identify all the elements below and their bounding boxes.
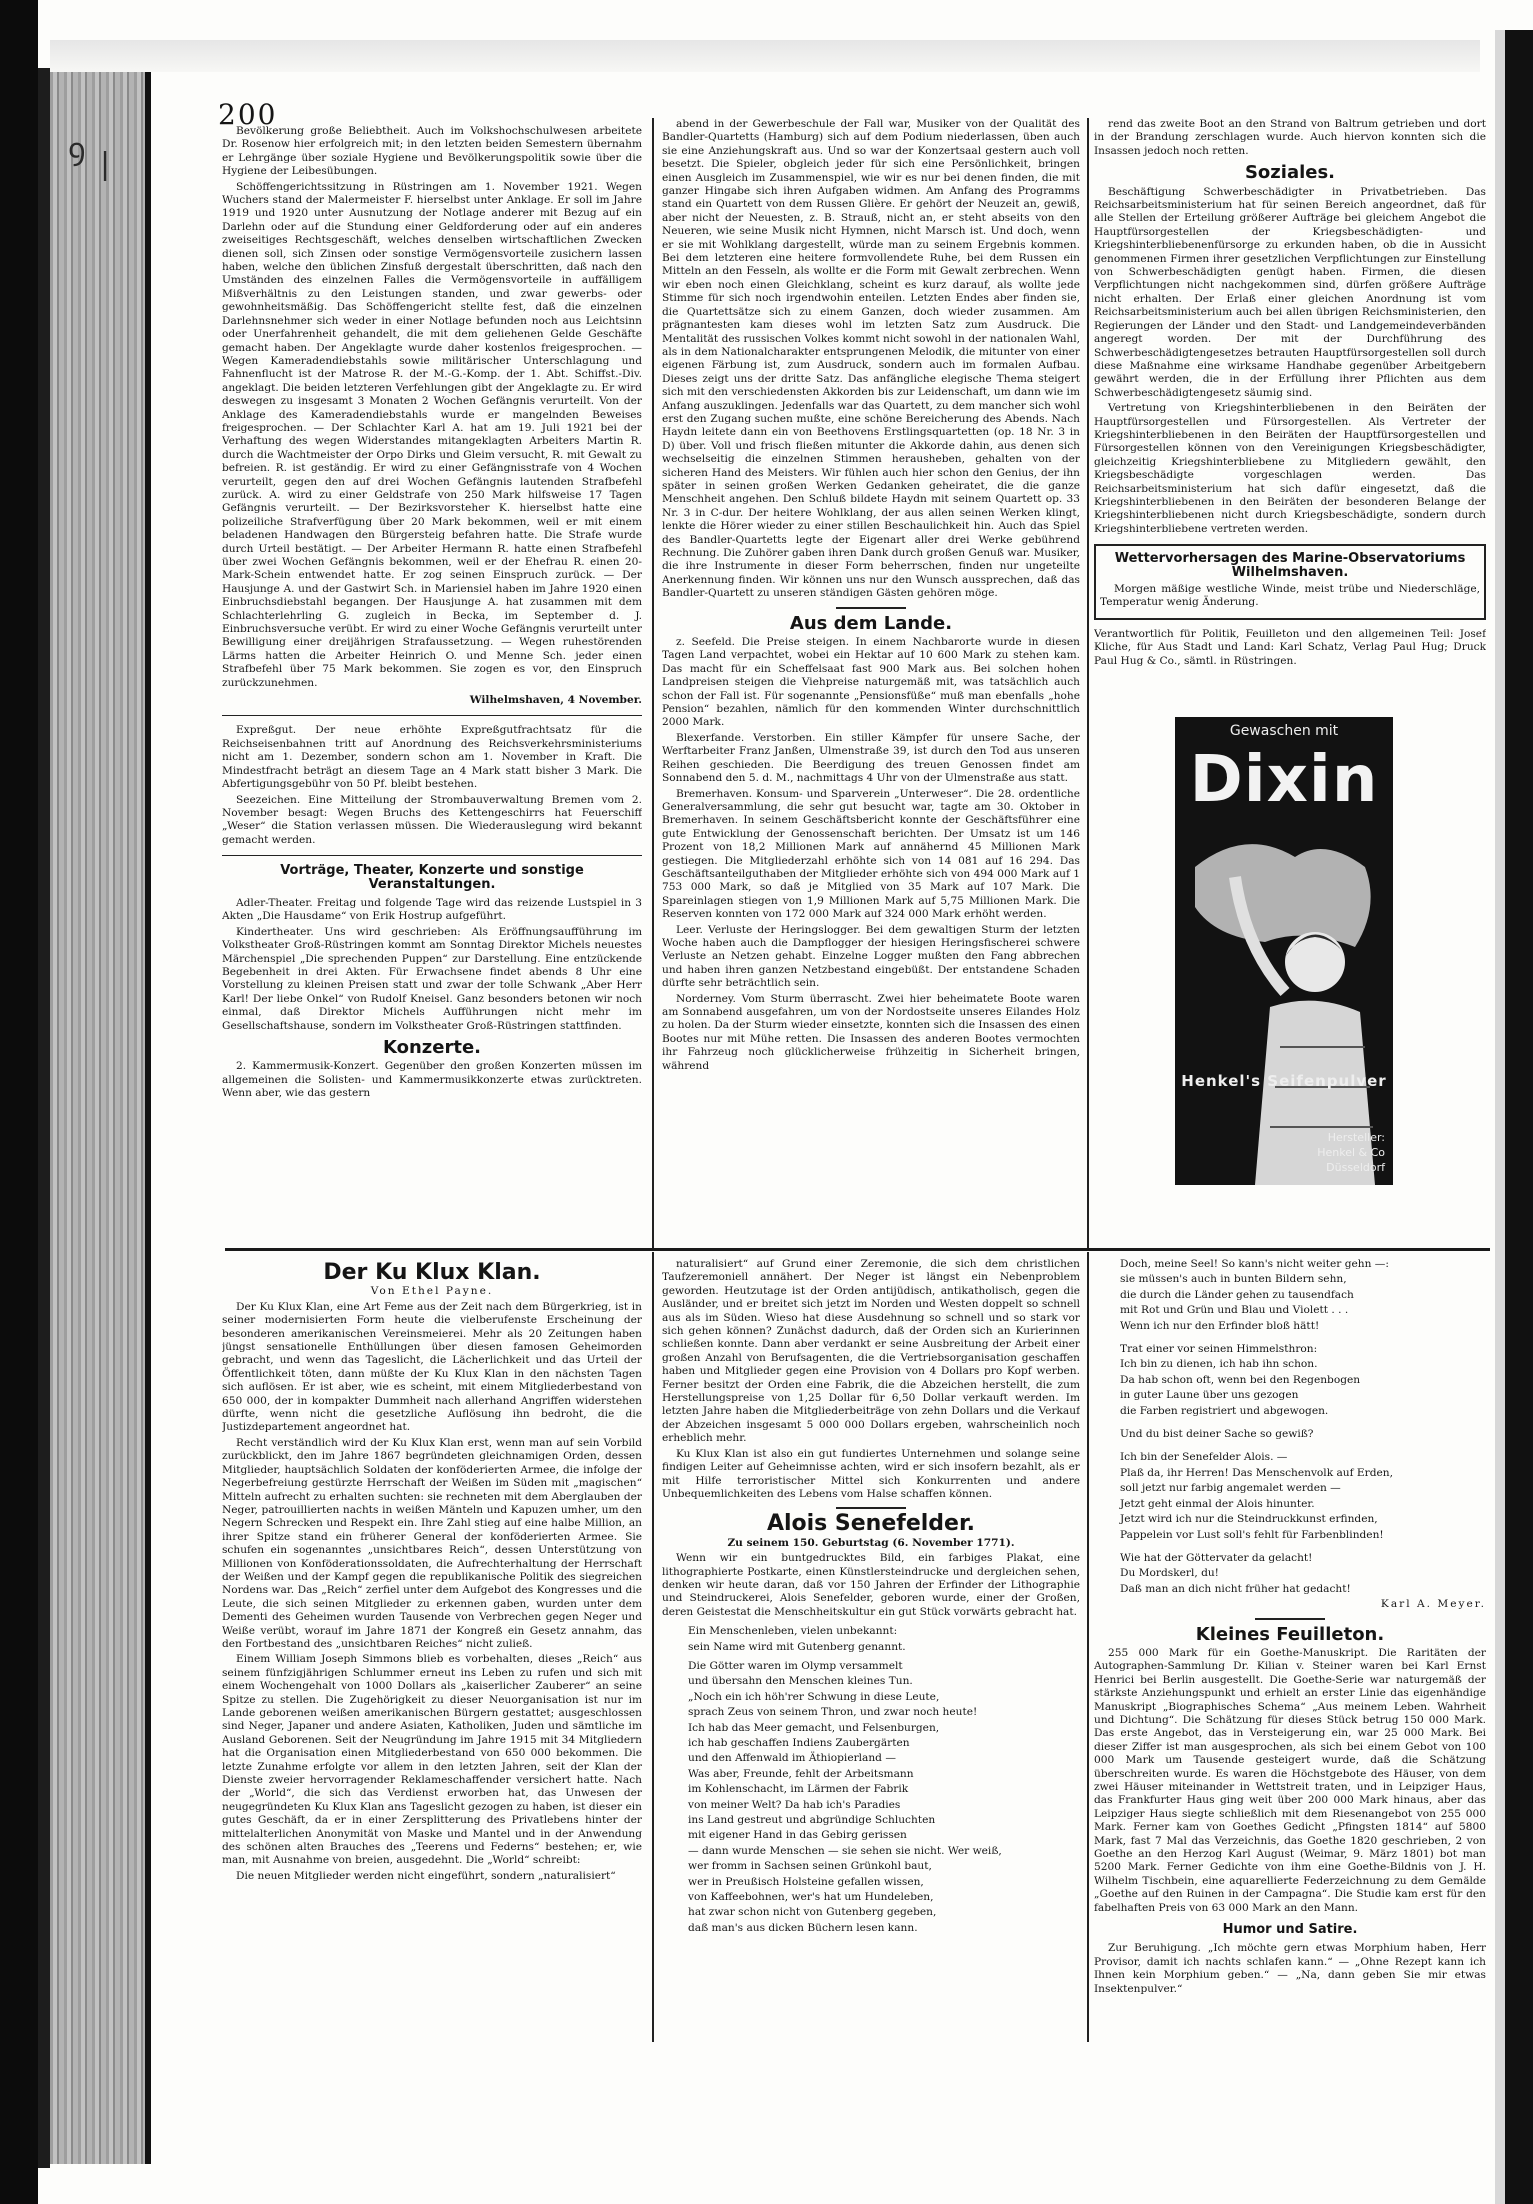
page-number: 200 xyxy=(218,98,278,131)
column-social xyxy=(1094,118,1486,708)
article-subtitle: Zu seinem 150. Geburtstag (6. November 1771). xyxy=(727,1536,1015,1549)
column-rule xyxy=(1087,118,1089,1248)
poem-spacer xyxy=(1094,1544,1486,1550)
poem-line: sprach Zeus von seinem Thron, und zwar noch heute! xyxy=(688,1706,978,1719)
poem-line: Wie hat der Göttervater da gelacht! xyxy=(1120,1551,1313,1564)
poem-line: Jetzt wird ich nur die Steindruckkunst erfinden, xyxy=(1120,1513,1378,1526)
poem-line: die durch die Länder gehen zu tausendfach xyxy=(1120,1288,1354,1301)
poem-line: Ich bin der Senefelder Alois. — xyxy=(1120,1451,1288,1464)
scan-edge-right-inner xyxy=(1495,30,1505,2204)
article-paragraph: Ku Klux Klan ist also ein gut fundiertes Unternehmen und solange seine findigen Leiter auf Geheimnisse achten, wird er sich insofern bezahlt, als er mit Hilfe terroristischer Mittel sich Konkurrenten und andere Unbequemlichkeiten des Lebens vom Halse schaffen können. xyxy=(662,1447,1080,1500)
article-paragraph: Beschäftigung Schwerbeschädigter in Privatbetrieben. Das Reichsarbeitsministerium hat für seinen Bereich angeordnet, daß für alle Stellen der Erteilung größerer Aufträge bei gleichem Angebot die Hauptfürsorgestellen der Kriegsbeschädigten- und Kriegshinterbliebenenfürsorge zu erkunden haben, ob die in Aussicht genommenen Firmen ihrer gesetzlichen Verpflichtungen zur Einstellung von Schwerbeschädigten genügt haben. Firmen, die diesen Verpflichtungen nicht nachgekommen sind, dürfen größere Aufträge nicht erhalten. Der Erlaß einer gleichen Anordnung ist vom Reichsarbeitsministerium auch bei allen übrigen Reichsministerien, den Regierungen der Länder und den Stadt- und Landgemeindeverbänden angeregt worden. Der mit der Durchführung des Schwerbeschädigtengesetzes betrauten Hauptfürsorgestellen soll durch diese Maßnahme eine wirksame Handhabe gegenüber Arbeitgebern gewährt werden, die in der Erfüllung ihrer Pflichten aus dem Schwerbeschädigtengesetz säumig sind. xyxy=(1094,185,1486,399)
ad-maker-city: Düsseldorf xyxy=(1326,1161,1385,1174)
article-paragraph: Kindertheater. Uns wird geschrieben: Als Eröffnungsaufführung im Volkstheater Groß-Rüstringen kommt am Sonntag Direktor Michels neuestes Märchenspiel „Die sprechenden Puppen“ zur Darstellung. Eine entzückende Begebenheit in drei Akten. Für Erwachsene findet abends 8 Uhr eine Vorstellung zu kleinen Preisen statt und zwar der tolle Schwank „Aber Herr Karl! Der liebe Onkel“ von Rudolf Kneisel. Ganz besonders betonen wir noch einmal, daß Direktor Michels Aufführungen nicht mehr im Gesellschaftshause, sondern im Volkstheater Groß-Rüstringen stattfinden. xyxy=(222,925,642,1032)
poem-line: ich hab geschaffen Indiens Zaubergärten xyxy=(688,1737,910,1749)
article-paragraph: naturalisiert“ auf Grund einer Zeremonie, die sich dem christlichen Taufzeremoniell annähert. Der Neger ist längst ein Nebenproblem geworden. Heutzutage ist der Orden antijüdisch, antikatholisch, gegen die Ausländer, und er breitet sich jetzt im Norden und Westen doppelt so schnell aus als im Süden. Wieso hat diese Ausdehnung so schnell und so stark vor sich gehen können? Zunächst dadurch, daß der Orden sich an Kurierinnen schließen konnte. Dann aber verdankt er seine Ausbreitung der Arbeit einer großen Anzahl von Berufsagenten, die die Vertriebsorganisation geschaffen haben und Mitglieder gegen eine Provision von 4 Dollars pro Kopf werben. Ferner besitzt der Orden eine Fabrik, die die Abzeichen herstellt, die zum Herstellungspreise von 1,25 Dollar für 6,50 Dollar verkauft werden. Im letzten Jahre haben die Mitgliederbeiträge von zehn Dollars und die Verkauf der Abzeichen insgesamt 5 000 000 Dollars ergeben, wahrscheinlich noch erheblich mehr. xyxy=(662,1258,1080,1445)
ad-brand: Dixin xyxy=(1189,743,1379,817)
section-heading-feuilleton: Kleines Feuilleton. xyxy=(1195,1623,1385,1645)
ad-maker-label: Hersteller: xyxy=(1327,1131,1385,1144)
weather-text: Morgen mäßige westliche Winde, meist trübe und Niederschläge, Temperatur wenig Änderung. xyxy=(1100,583,1480,609)
poem-line: sie müssen's auch in bunten Bildern sehn, xyxy=(1120,1273,1347,1286)
article-paragraph: Einem William Joseph Simmons blieb es vorbehalten, dieses „Reich“ aus seinem fünfzigjährigen Schlummer erneut ins Leben zu rufen und sich mit einem Wochengehalt von 1000 Dollars als „kaiserlicher Zauberer“ an seine Spitze zu stellen. Die Zugehörigkeit zu dieser Neuorganisation ist nur im Lande geborenen weißen amerikanischen Bürgern gestattet; ausgeschlossen sind Neger, Japaner und andere Asiaten, Katholiken, Juden und sämtliche im Ausland Geborenen. Seit der Neugründung im Jahre 1915 mit 34 Mitgliedern hat die Organisation einen Mitgliederbestand von 650 000 bekommen. Die letzte Zunahme erfolgte vor allem in den letzten Jahren, seit der Klan der Dienste zweier hervorragender Reklameschaffender versichert hatte. Nach der „World“, die sich das Verdienst erworben hat, das Unwesen der neugegründeten Ku Klux Klan ans Tageslicht gezogen zu haben, ist dieser ein gutes Geschäft, da er in einer Zersplitterung des Privatlebens hinter der mittelalterlichen Anonymität von Maske und Mantel und in der Anwendung des schönen alten Brauches des „Teerens und Federns“ bestehen; er, wie man, mit Ausnahme von breien, ausgedehnt. Die „World“ schreibt: xyxy=(222,1653,642,1867)
poem-line: Ich hab das Meer gemacht, und Felsenburgen, xyxy=(688,1721,940,1734)
section-heading-events: Vorträge, Theater, Konzerte und sonstige Veranstaltungen. xyxy=(280,863,584,892)
article-paragraph: z. Seefeld. Die Preise steigen. In einem Nachbarorte wurde in diesen Tagen Land verpachtet, wobei ein Hektar auf 10 600 Mark zu stehen kam. Das macht für ein Scheffelsaat fast 900 Mark aus. Bei solchen hohen Landpreisen steigen die Viehpreise naturgemäß mit, was tatsächlich auch schon der Fall ist. Für sogenannte „Pensionsfüße“ muß man ebenfalls „hohe Pension“ bezahlen, nämlich für den kommenden Winter durchschnittlich 2000 Mark. xyxy=(662,636,1080,729)
poem-line: von Kaffeebohnen, wer's hat um Hundeleben, xyxy=(688,1891,934,1904)
poem-line: mit eigener Hand in das Gebirg gerissen xyxy=(688,1829,907,1842)
ad-maker-name: Henkel & Co xyxy=(1317,1146,1385,1159)
article-paragraph: Wenn wir ein buntgedrucktes Bild, ein farbiges Plakat, eine lithographierte Postkarte, einen Künstlersteindrucke und dergleichen sehen, denken wir heute daran, daß vor 150 Jahren der Erfinder der Lithographie und Steindruckerei, Alois Senefelder, geboren wurde, einer der Großen, deren Geistestat die Menschheitskultur ein gut Stück vorwärts gebracht hat. xyxy=(662,1552,1080,1618)
book-spine xyxy=(50,72,151,2164)
article-paragraph: Vertretung von Kriegshinterbliebenen in den Beiräten der Hauptfürsorgestellen und Fürsorgestellen. Als Vertreter der Kriegshinterbliebenen in den Beiräten der Hauptfürsorgestellen und Fürsorgestellen können von den Vereinigungen Kriegsbeschädigter, gleichzeitig Kriegshinterbliebene zu Mitgliedern gewählt, den Kriegsbeschädigte vorgeschlagen werden. Das Reichsarbeitsministerium hat sich dafür eingesetzt, daß die Kriegshinterbliebenen in den Beiräten der besonderen Belange der Kriegshinterbliebenen nicht durch Kriegsbeschädigte, sondern durch Kriegshinterbliebene vertreten werden. xyxy=(1094,402,1486,535)
section-heading-social: Soziales. xyxy=(1244,162,1336,184)
article-paragraph: abend in der Gewerbeschule der Fall war, Musiker von der Qualität des Bandler-Quartetts (Hamburg) sich auf dem Podium niederlassen, üben auch sie eine Anziehungskraft aus. Und so war der Konzertsaal gestern auch voll besetzt. Die Spieler, obgleich jeder für sich eine Persönlichkeit, bringen einen Ausgleich im Zusammenspiel, wie wir es nur bei denen finden, die mit ganzer Hingabe sich ihren Aufgaben widmen. Am Anfang des Programms stand ein Quartett von dem Russen Glière. Er gehört der Neuzeit an, gewiß, aber nicht der Neuesten, z. B. Strauß, nicht an, er steht abseits von den Neueren, wie seine Musik nicht Hymnen, nicht Marsch ist. Und doch, wenn er sie mit Wohlklang dargestellt, würde man zu seinem Ergebnis kommen. Bei dem letzteren eine heitere formvollendete Ruhe, bei dem Russen ein Mitteln an den Fesseln, als wollte er die Form mit Gewalt zerbrechen. Wenn wir eben noch einen Gleichklang, scheint es kurz darauf, als wollte jede Stimme für sich noch irgendwohin enteilen. Letzten Endes aber finden sie, die Quartettsätze sich zu einem Ganzen, doch wieder zusammen. Am prägnantesten kam dieses wohl im letzten Satz zum Ausdruck. Die Mentalität des russischen Volkes kommt nicht sowohl in der nationalen Wahl, als in dem Nationalcharakter entsprungenen Melodik, die mitunter von einer eigenen Färbung ist, zum Ausdruck, sondern auch im formalen Aufbau. Dieses zeigt uns der dritte Satz. Das anfängliche elegische Thema steigert sich mit den verschiedensten Akkorden bis zur Leidenschaft, um dann wie im Anfang auszuklingen. Jedenfalls war das Quartett, zu dem mancher sich wohl erst den Zugang suchen mußte, eine schöne Bereicherung des Abends. Nach Haydn leitete dann ein von Beethovens Erstlingsquartetten (op. 18 Nr. 3 in D) über. Voll und frisch fließen mitunter die Akkorde dahin, aus denen sich wechselseitig die einzelnen Stimmen herausheben, gehalten von der sicheren Hand des Meisters. Wir fühlen auch hier schon den Genius, der ihn später in seinen großen Werken Gedanken geheiratet, die die ganze Menschheit angehen. Den Schluß bildete Haydn mit seinem Quartett op. 33 Nr. 3 in C-dur. Der heitere Wohlklang, der aus allen seinen Werken klingt, lenkte die Hörer wieder zu einer stillen Beschaulichkeit hin. Auch das Spiel des Bandler-Quartetts legte der Eigenart aller drei Werke gebührend Rechnung. Die Zuhörer gaben ihren Dank durch großen Genuß war. Musiker, die ihre Instrumente in dieser Form beherrschen, finden nur ungeteilte Anerkennung finden. Wir können uns nur den Wunsch aussprechen, daß das Bandler-Quartett zu unseren ständigen Gästen gehören möge. xyxy=(662,118,1080,600)
article-paragraph: 2. Kammermusik-Konzert. Gegenüber den großen Konzerten müssen im allgemeinen die Solisten- und Kammermusikkonzerte etwas zurücktreten. Wenn aber, wie das gestern xyxy=(222,1060,642,1100)
article-paragraph: Der Ku Klux Klan, eine Art Feme aus der Zeit nach dem Bürgerkrieg, ist in seiner modernisierten Form heute die vielberufenste Erscheinung der besonderen amerikanischen Vereinsmeierei. Mehr als 20 Zeitungen haben jüngst sensationelle Enthüllungen über diesen famosen Geheimorden gebracht, und wenn das Tageslicht, die Lächerlichkeit und das Urteil der Öffentlichkeit töten, dann müßte der Ku Klux Klan in den nächsten Tagen sich auflösen. Er ist aber, wie es scheint, mit einem Mitgliederbestand von 650 000, der in kompakter Dummheit nach allerhand Angriffen widerstehen dürfte, wenn nicht die gesetzliche Auflösung ihn bedroht, die die Justizdepartement angeordnet hat. xyxy=(222,1300,642,1434)
scan-edge-left-inner xyxy=(38,68,50,2168)
article-title-senefelder: Alois Senefelder. xyxy=(766,1511,976,1537)
poem-line: sein Name wird mit Gutenberg genannt. xyxy=(688,1640,906,1653)
poem-line: soll jetzt nur farbig angemalet werden — xyxy=(1120,1482,1341,1495)
article-paragraph: Expreßgut. Der neue erhöhte Expreßgutfrachtsatz für die Reichseisenbahnen tritt auf Anordnung des Reichsverkehrsministeriums nicht am 1. Dezember, sondern schon am 1. November in Kraft. Die Mindestfracht beträgt an diesem Tage an 4 Mark statt bisher 3 Mark. Die Abfertigungsgebühr von 50 Pf. bleibt bestehen. xyxy=(222,724,642,791)
rule xyxy=(836,607,906,609)
poem-line: im Kohlenschacht, im Lärmen der Fabrik xyxy=(688,1783,909,1796)
rule xyxy=(222,715,642,716)
article-paragraph: Adler-Theater. Freitag und folgende Tage wird das reizende Lustspiel in 3 Akten „Die Hausdame“ von Erik Hostrup aufgeführt. xyxy=(222,896,642,923)
poem-line: Die Götter waren im Olymp versammelt xyxy=(688,1659,903,1672)
column-ku-klux-klan xyxy=(222,1258,642,2038)
column-feuilleton xyxy=(1094,1258,1486,2038)
article-paragraph: Leer. Verluste der Heringslogger. Bei dem gewaltigen Sturm der letzten Woche haben auch die Dampflogger der hiesigen Heringsfischerei schwere Verluste an Netzen gehabt. Einzelne Logger mußten den Fang abbrechen und haben ihren ganzen Netzbestand eingebüßt. Der entstandene Schaden dürfte sehr beträchtlich sein. xyxy=(662,923,1080,990)
article-paragraph: Zur Beruhigung. „Ich möchte gern etwas Morphium haben, Herr Provisor, damit ich nachts schlafen kann.“ — „Ohne Rezept kann ich Ihnen kein Morphium geben.“ — „Na, dann geben Sie mir etwas Insektenpulver.“ xyxy=(1094,1942,1486,1995)
article-paragraph: Bremerhaven. Konsum- und Sparverein „Unterweser“. Die 28. ordentliche Generalversammlung, die sehr gut besucht war, tagte am 30. Oktober in Bremerhaven. In seinem Geschäftsbericht konnte der Geschäftsführer eine gute Entwicklung der Genossenschaft berichten. Der Umsatz ist um 146 Prozent von 18,2 Millionen Mark auf annähernd 45 Millionen Mark gestiegen. Die Mitgliederzahl erhöhte sich von 14 081 auf 16 294. Das Geschäftsanteilguthaben der Mitglieder erhöhte sich von 494 000 Mark auf 1 753 000 Mark, so daß je Mitglied von 35 Mark auf 107 Mark. Die Spareinlagen stiegen von 1,9 Millionen Mark auf 5,75 Millionen Mark. Die Reserven konnten von 172 000 Mark auf 324 000 Mark erhöht werden. xyxy=(662,787,1080,921)
scan-top-shadow xyxy=(50,40,1480,72)
poem-intro xyxy=(662,1625,1080,1654)
poem-spacer xyxy=(1094,1335,1486,1341)
article-paragraph: Die neuen Mitglieder werden nicht eingeführt, sondern „naturalisiert“ xyxy=(236,1869,616,1882)
poem-line: wer in Preußisch Holsteine gefallen wissen, xyxy=(688,1875,924,1888)
poem-line: Wenn ich nur den Erfinder bloß hätt! xyxy=(1120,1319,1320,1332)
section-heading-concerts: Konzerte. xyxy=(382,1037,482,1058)
article-paragraph: 255 000 Mark für ein Goethe-Manuskript. Die Raritäten der Autographen-Sammlung Dr. Kilian v. Steiner waren bei Karl Ernst Henrici bei Berlin ausgestellt. Die Goethe-Serie war naturgemäß der stärkste Anziehungspunkt und erhielt an erster Linie das eigenhändige Manuskript „Biographisches Schema“ „Aus meinem Leben. Wahrheit und Dichtung“. Die Schätzung für dieses Stück betrug 150 000 Mark. Das erste Angebot, das in Versteigerung ein, war 25 000 Mark. Bei dieser Ziffer ist man ausgesprochen, als sich bei einem Gebot von 100 000 Mark um Tausende gesteigert wurde, daß die Schätzung überschreiten wurde. Es waren die Höchstgebote des Häuser, von dem zwei Häuser miteinander in Wettstreit traten, und in Leipziger Haus, das Frankfurter Haus ging weit über 200 000 Mark hinaus, aber das Leipziger Haus siegte schließlich mit dem Riesenangebot von 255 000 Mark. Ferner kam von Goethes Gedicht „Pfingsten 1814“ auf 5800 Mark, fast 7 Mal das Verzeichnis, das Goethe 1820 geschrieben, 2 von Goethe an den Herzog Karl August (Weimar, 9. März 1801) bot man 5200 Mark. Ferner Gedichte von ihm eine Goethe-Bildnis von J. H. Wilhelm Tischbein, eine aquarellierte Federzeichnung zu dem Gemälde „Goethe auf den Ruinen in der Campagna“. Die Studie kam erst für den fabelhaften Preis von 63 000 Mark an den Mann. xyxy=(1094,1646,1486,1914)
poem-signature: Karl A. Meyer. xyxy=(1380,1598,1486,1611)
column-local-news xyxy=(222,125,642,1243)
poem-line: Jetzt geht einmal der Alois hinunter. xyxy=(1120,1497,1315,1510)
article-paragraph: Seezeichen. Eine Mitteilung der Strombauverwaltung Bremen vom 2. November besagt: Wegen Bruchs des Kettengeschirrs hat Feuerschiff „Weser“ die Station verlassen müssen. Die Wiederauslegung wird bekannt gemacht werden. xyxy=(222,793,642,846)
poem-line: Und du bist deiner Sache so gewiß? xyxy=(1120,1428,1314,1441)
poem-line: und den Affenwald im Äthiopierland — xyxy=(688,1752,896,1765)
section-divider xyxy=(225,1248,1490,1251)
article-title-kkk: Der Ku Klux Klan. xyxy=(323,1260,541,1285)
rule xyxy=(836,1507,906,1509)
scan-edge-left xyxy=(0,0,38,2204)
imprint: Verantwortlich für Politik, Feuilleton und den allgemeinen Teil: Josef Kliche, für Aus Stadt und Land: Karl Schatz, Verlag Paul Hug; Druck Paul Hug & Co., sämtl. in Rüstringen. xyxy=(1094,627,1486,667)
poem-line: Du Mordskerl, du! xyxy=(1120,1567,1219,1580)
weather-title: Wettervorhersagen des Marine-Observatoriums Wilhelmshaven. xyxy=(1114,551,1466,580)
ad-tagline: Gewaschen mit xyxy=(1229,723,1339,739)
poem-continuation xyxy=(1094,1258,1486,1596)
spine-mark: ꝯ xyxy=(68,132,86,167)
dixin-advertisement xyxy=(1175,717,1393,1185)
poem-line: Pappelein vor Lust soll's fehlt für Farbenblinden! xyxy=(1120,1528,1384,1541)
section-heading-humor: Humor und Satire. xyxy=(1222,1922,1358,1938)
article-paragraph: Recht verständlich wird der Ku Klux Klan erst, wenn man auf sein Vorbild zurückblickt, den im Jahre 1867 begründeten gleichnamigen Orden, dessen Mitglieder, hauptsächlich Soldaten der konföderierten Armee, die infolge der Negerbefreiung gestürzte Herrschaft der Weißen im Süden mit „magischen“ Mitteln aufrecht zu erhalten suchten: sie rechneten mit dem Aberglauben der Neger, patrouillierten nachts in weißen Mänteln und Kapuzen umher, um den Negern Schrecken und Respekt ein. Ihre Zahl stieg auf eine halbe Million, an ihrer Spitze stand ein früherer General der konföderierten Armee. Sie schufen ein sogenanntes „unsichtbares Reich“, dessen Unterstützung von Millionen von Konföderationssoldaten, die Aufrechterhaltung der Herrschaft der Weißen und der Kampf gegen die republikanische Politik des siegreichen Nordens war. Das „Reich“ zerfiel unter dem Aufgebot des Kongresses und die Leute, die sich seinen Mitglieder zu erkennen gaben, wurden unter dem Dementi des Geheimen wurden Tausende von Verbrechen gegen Neger und Weiße verübt, worauf im Jahre 1871 der Kongreß ein Gesetz annahm, das den Fortbestand des „unsichtbaren Reiches“ nicht zuließ. xyxy=(222,1436,642,1650)
poem-body xyxy=(662,1660,1080,1935)
poem-line: wer fromm in Sachsen seinen Grünkohl baut, xyxy=(688,1860,932,1873)
column-senefelder xyxy=(662,1258,1080,2038)
poem-spacer xyxy=(1094,1420,1486,1426)
weather-box xyxy=(1094,544,1486,620)
poem-spacer xyxy=(1094,1443,1486,1449)
ad-product: Henkel's Seifenpulver xyxy=(1181,1072,1387,1090)
article-paragraph: Schöffengerichtssitzung in Rüstringen am 1. November 1921. Wegen Wuchers stand der Malermeister F. hierselbst unter Anklage. Er soll im Jahre 1919 und 1920 unter Ausnutzung der Notlage anderer mit Bezug auf ein Darlehn oder auf die Stundung einer Geldforderung oder auf ein anderes zweiseitiges Rechtsgeschäft, welches denselben wirtschaftlichen Zwecken dienen soll, sich Zinsen oder sonstige Vermögensvorteile zusichern lassen haben, welche den üblichen Zinsfuß dergestalt überschritten, daß nach den Umständen des einzelnen Falles die Vermögensvorteile in auffälligem Mißverhältnis zu den Leistungen standen, und zwar gewerbs- oder gewohnheitsmäßig. Das Schöffengericht stellte fest, daß die einzelnen Darlehnsnehmer sich weder in einer Notlage befunden noch aus Leichtsinn oder Unerfahrenheit gehandelt, die mit dem geliehenen Gelde Geschäfte gemacht haben. Der Angeklagte wurde daher kostenlos freigesprochen. — Wegen Kameradendiebstahls sowie militärischer Unterschlagung und Fahnenflucht ist der Matrose R. der M.-G.-Komp. der 1. Abt. Schiffst.-Div. angeklagt. Die beiden letzteren Verfehlungen gibt der Angeklagte zu. Er wird deswegen zu insgesamt 3 Monaten 2 Wochen Gefängnis verurteilt. Von der Anklage des Kameradendiebstahls wurde er mangelnden Beweises freigesprochen. — Der Schlachter Karl A. hat am 19. Juli 1921 bei der Verhaftung des wegen Widerstandes mitangeklagten Arbeiters Martin R. durch die Wachtmeister der Orpo Dirks und Gleim versucht, R. mit Gewalt zu befreien. R. ist geständig. Er wird zu einer Gefängnisstrafe von 4 Wochen verurteilt, gegen den auf drei Wochen Gefängnis lautenden Strafbefehl zurück. A. wird zu einer Geldstrafe von 250 Mark hilfsweise 17 Tagen Gefängnis verurteilt. — Der Bezirksvorsteher K. hierselbst hatte eine polizeiliche Strafverfügung über 20 Mark bekommen, weil er mit einem beladenen Handwagen den Bürgersteig befahren hatte. Die Strafe wurde durch Urteil bestätigt. — Der Arbeiter Hermann R. hatte einen Strafbefehl über zwei Wochen Gefängnis bekommen, weil er der Ehefrau R. einen 20-Mark-Schein entwendet hatte. Er zog seinen Einspruch zurück. — Der Hausjunge A. und der Gastwirt Sch. in Mariensiel haben im Jahre 1920 einen Einbruchsdiebstahl begangen. Der Hausjunge A. hat zusammen mit dem Schlachterlehrling G. zugleich in Becka, im September d. J. Einbruchsversuche verübt. Er wird zu einer Woche Gefängnis verurteilt unter Bewilligung einer dreijährigen Strafaussetzung. — Wegen ruhestörenden Lärms hatten die Arbeiter Heinrich O. und Menne Sch. jeder einen Strafbefehl über 75 Mark bekommen. Sie zogen es vor, den Einspruch zurückzunehmen. xyxy=(222,180,642,689)
column-concert-and-region xyxy=(662,118,1080,1243)
article-paragraph: Bevölkerung große Beliebtheit. Auch im Volkshochschulwesen arbeitete Dr. Rosenow hier erfolgreich mit; in den letzten beiden Semestern übernahm er Lehrgänge über soziale Hygiene und Bevölkerungspolitik sowie über die Hygiene der Leibesübungen. xyxy=(222,125,642,178)
poem-line: ins Land gestreut und abgründige Schluchten xyxy=(688,1814,936,1827)
column-rule xyxy=(652,118,654,1248)
spine-mark: | xyxy=(100,147,111,182)
poem-line: Doch, meine Seel! So kann's nicht weiter gehn —: xyxy=(1120,1258,1389,1270)
column-rule xyxy=(652,1252,654,2042)
poem-line: Ein Menschenleben, vielen unbekannt: xyxy=(688,1625,898,1638)
article-byline: Von Ethel Payne. xyxy=(370,1285,494,1298)
ad-manufacturer xyxy=(1317,1130,1385,1175)
dateline: Wilhelmshaven, 4 November. xyxy=(469,694,642,707)
section-heading-region: Aus dem Lande. xyxy=(789,612,953,634)
poem-line: Was aber, Freunde, fehlt der Arbeitsmann xyxy=(688,1767,914,1780)
scan-edge-right xyxy=(1505,30,1533,2204)
poem-line: — dann wurde Menschen — sie sehen sie nicht. Wer weiß, xyxy=(688,1844,1002,1857)
poem-line: daß man's aus dicken Büchern lesen kann. xyxy=(688,1921,918,1934)
rule xyxy=(222,855,642,856)
poem-line: Plaß da, ihr Herren! Das Menschenvolk auf Erden, xyxy=(1120,1466,1393,1479)
article-paragraph: rend das zweite Boot an den Strand von Baltrum getrieben und dort in der Brandung zerschlagen wurde. Auch hiervon konnten sich die Insassen jedoch noch retten. xyxy=(1094,118,1486,157)
poem-line: hat zwar schon nicht von Gutenberg gegeben, xyxy=(688,1906,937,1919)
poem-line: Ich bin zu dienen, ich hab ihn schon. xyxy=(1120,1358,1318,1371)
poem-line: die Farben registriert und abgewogen. xyxy=(1120,1404,1329,1417)
poem-line: von meiner Welt? Da hab ich's Paradies xyxy=(688,1798,901,1811)
column-rule xyxy=(1087,1252,1089,2042)
poem-line: Trat einer vor seinen Himmelsthron: xyxy=(1120,1343,1318,1356)
rule xyxy=(1255,1618,1325,1620)
poem-line: in guter Laune über uns gezogen xyxy=(1120,1389,1299,1402)
article-paragraph: Blexerfande. Verstorben. Ein stiller Kämpfer für unsere Sache, der Werftarbeiter Franz Janßen, Ulmenstraße 39, ist durch den Tod aus unseren Reihen geschieden. Die Beerdigung des treuen Genossen findet am Sonnabend den 5. d. M., nachmittags 4 Uhr von der Ulmenstraße aus statt. xyxy=(662,731,1080,785)
poem-line: Daß man an dich nicht früher hat gedacht! xyxy=(1120,1582,1351,1595)
poem-line: mit Rot und Grün und Blau und Violett . . . xyxy=(1120,1304,1349,1317)
poem-line: „Noch ein ich höh'rer Schwung in diese Leute, xyxy=(688,1690,940,1703)
poem-line: Da hab schon oft, wenn bei den Regenbogen xyxy=(1120,1373,1361,1386)
poem-line: und übersahn den Menschen kleines Tun. xyxy=(688,1675,913,1688)
article-paragraph: Norderney. Vom Sturm überrascht. Zwei hier beheimatete Boote waren am Sonnabend ausgefahren, um von der Nordostseite unseres Eilandes Holz zu holen. Da der Sturm wieder einsetzte, konnten sich die Insassen des einen Bootes nur mit Mühe retten. Die Insassen des anderen Bootes vermochten ihr Fahrzeug noch glücklicherweise frühzeitig in Sicherheit bringen, während xyxy=(662,992,1080,1072)
